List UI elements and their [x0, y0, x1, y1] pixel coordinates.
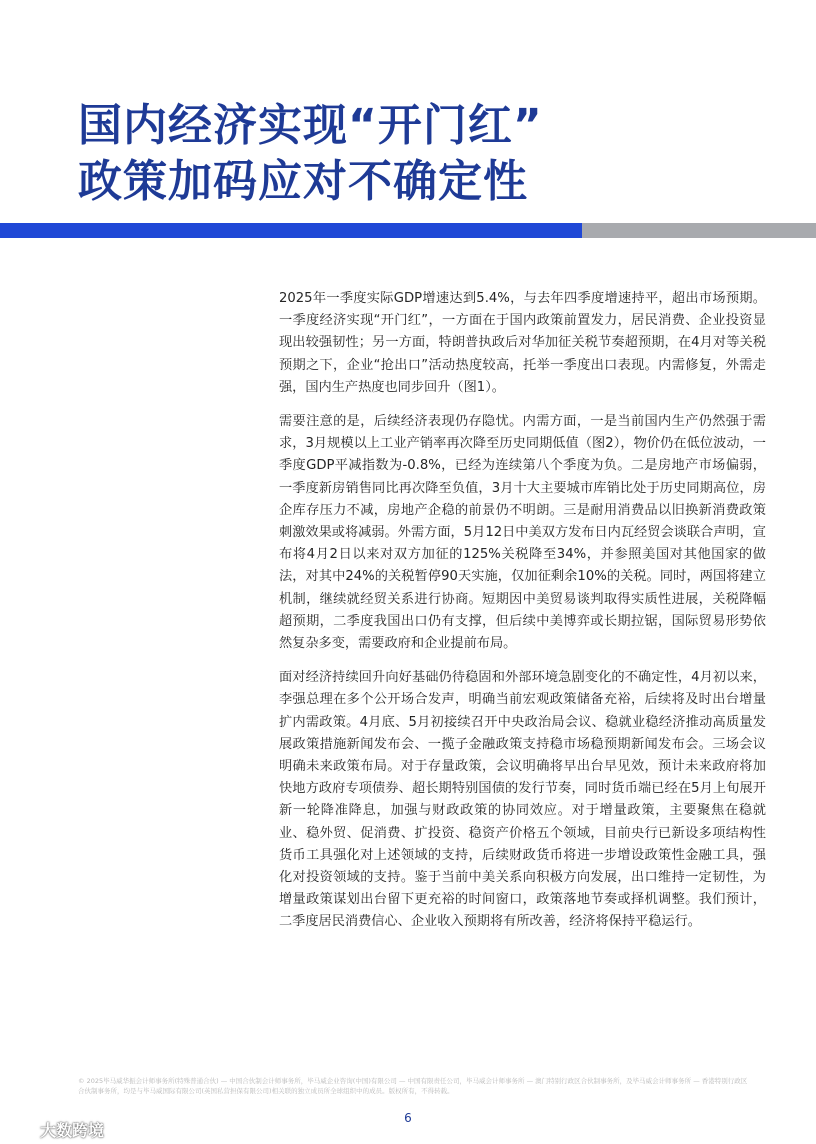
- page-title: [78, 98, 543, 210]
- header-rule-gray: [582, 223, 816, 238]
- page-title-line-2: 政策加码应对不确定性: [78, 156, 528, 207]
- paragraph-2: 需要注意的是，后续经济表现仍存隐忧。内需方面，一是当前国内生产仍然强于需求，3月规模以上工业产销率再次降至历史同期低值（图2），物价仍在低位波动，一季度GDP平减指数为-0.8%，已经为连续第八个季度为负。二是房地产市场偏弱，一季度新房销售同比再次降至负值，3月十大主要城市库销比处于历史同期高位，房企库存压力不减，房地产企稳的前景仍不明朗。三是耐用消费品以旧换新消费政策刺激效果或将减弱。外需方面，5月12日中美双方发布日内瓦经贸会谈联合声明，宣布将4月2日以来对双方加征的125%关税降至34%，并参照美国对其他国家的做法，对其中24%的关税暂停90天实施，仅加征剩余10%的关税。同时，两国将建立机制，继续就经贸关系进行协商。短期因中美贸易谈判取得实质性进展，关税降幅超预期，二季度我国出口仍有支撑，但后续中美博弈或长期拉锯，国际贸易形势依然复杂多变，需要政府和企业提前布局。: [279, 414, 766, 652]
- header-rule-blue: [0, 223, 582, 238]
- copyright-note: © 2025毕马威华振会计师事务所(特殊普通合伙) — 中国合伙制会计师事务所，毕马威企业咨询(中国)有限公司 — 中国有限责任公司，毕马威会计师事务所 — 澳门特别行政区合伙制事务所，及毕马威会计师事务所 — 香港特别行政区合伙制事务所，均是与毕马威国际有限公司(英国私营担保有限公司)相关联的独立成员所全球组织中的成员。版权所有，不得转载。: [78, 1077, 748, 1095]
- page-number: 6: [404, 1111, 412, 1125]
- watermark: [4, 1118, 104, 1141]
- article-body: [279, 288, 766, 946]
- watermark-text: 大数跨境: [40, 1121, 105, 1140]
- brand-logo-icon: [4, 1120, 36, 1140]
- paragraph-1: 2025年一季度实际GDP增速达到5.4%，与去年四季度增速持平，超出市场预期。一季度经济实现“开门红”，一方面在于国内政策前置发力，居民消费、企业投资显现出较强韧性；另一方面，特朗普执政后对华加征关税节奏超预期，在4月对等关税预期之下，企业“抢出口”活动热度较高，托举一季度出口表现。内需修复，外需走强，国内生产热度也同步回升（图1）。: [279, 291, 766, 395]
- paragraph-3: 面对经济持续回升向好基础仍待稳固和外部环境急剧变化的不确定性，4月初以来，李强总理在多个公开场合发声，明确当前宏观政策储备充裕，后续将及时出台增量扩内需政策。4月底、5月初接续召开中央政治局会议、稳就业稳经济推动高质量发展政策措施新闻发布会、一揽子金融政策支持稳市场稳预期新闻发布会。三场会议明确未来政策布局。对于存量政策，会议明确将早出台早见效，预计未来政府将加快地方政府专项债券、超长期特别国债的发行节奏，同时货币端已经在5月上旬展开新一轮降准降息，加强与财政政策的协同效应。对于增量政策，主要聚焦在稳就业、稳外贸、促消费、扩投资、稳资产价格五个领域，目前央行已新设多项结构性货币工具强化对上述领域的支持，后续财政货币将进一步增设政策性金融工具，强化对投资领域的支持。鉴于当前中美关系向积极方向发展，出口维持一定韧性，为增量政策谋划出台留下更充裕的时间窗口，政策落地节奏或择机调整。我们预计，二季度居民消费信心、企业收入预期将有所改善，经济将保持平稳运行。: [279, 670, 766, 930]
- page-title-line-1: 国内经济实现“开门红”: [78, 100, 543, 151]
